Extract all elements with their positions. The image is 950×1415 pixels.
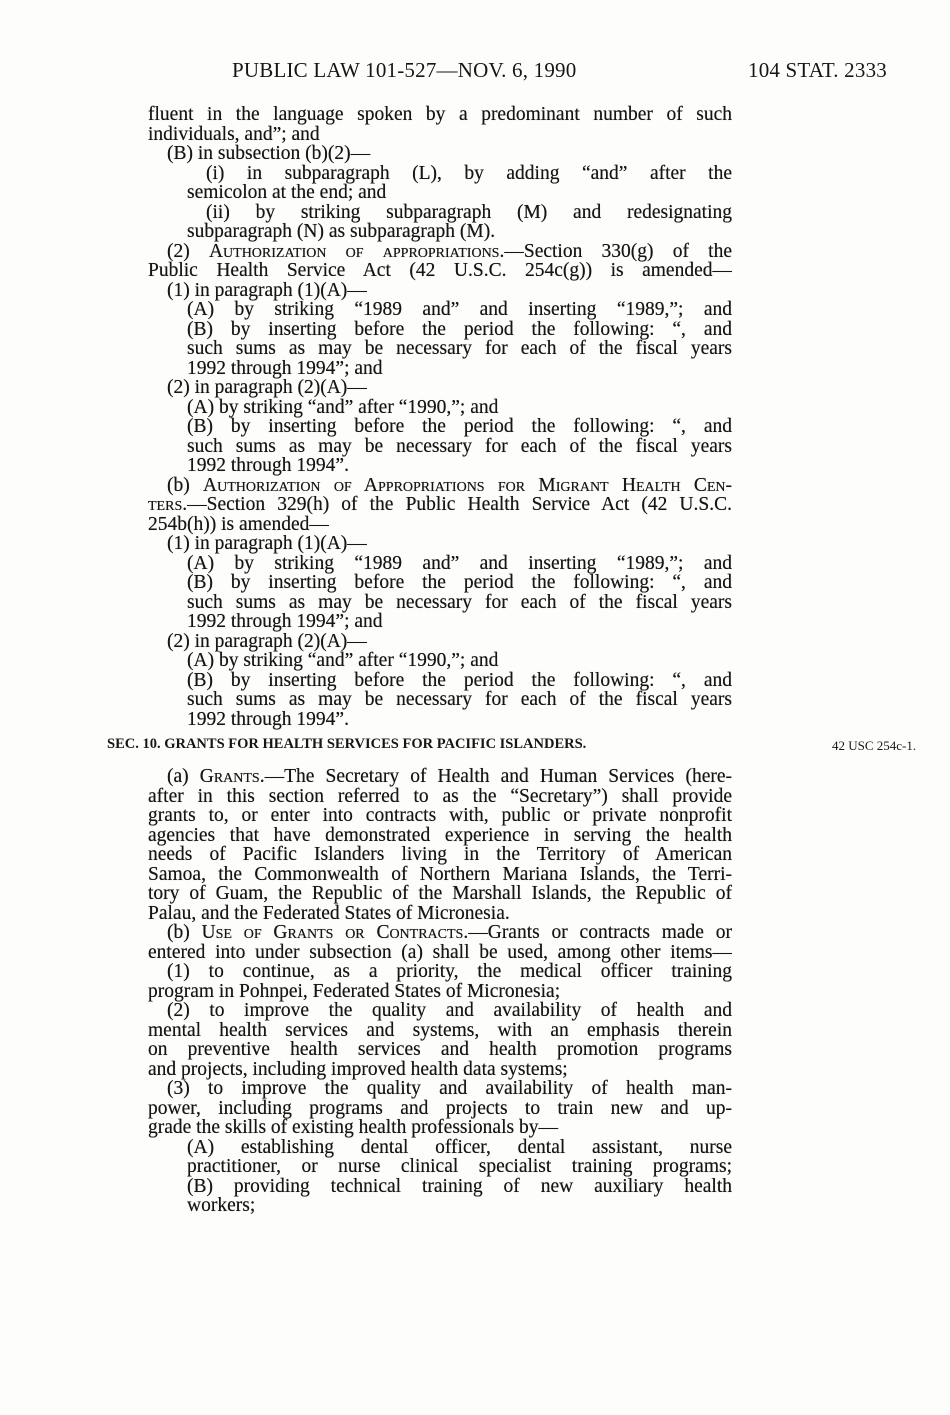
text-line xyxy=(148,806,732,826)
text-line xyxy=(148,1021,732,1041)
text-line xyxy=(187,1177,732,1197)
text-line xyxy=(167,962,732,982)
text-line xyxy=(167,534,732,554)
text-line xyxy=(187,359,732,379)
text-line xyxy=(187,554,732,574)
text-line xyxy=(167,632,732,652)
margin-citation: 42 USC 254c-1. xyxy=(832,738,917,753)
line-text: (a) xyxy=(167,767,200,787)
text-line xyxy=(148,261,732,281)
text-line xyxy=(187,300,732,320)
line-text: (2) xyxy=(167,241,209,262)
text-line xyxy=(148,515,732,535)
line-text: after in this section referred to as the “Secretary”) shall provide xyxy=(148,786,732,807)
text-line xyxy=(187,710,732,730)
line-text: .—Section 330(g) of the xyxy=(499,241,732,262)
line-text: .—Section 329(h) of the Public Health Service Act (42 U.S.C. xyxy=(182,495,732,515)
line-text: (1) in paragraph (1)(A)— xyxy=(167,279,367,301)
text-line xyxy=(187,593,732,613)
line-text: (A) by striking “1989 and” and inserting “1989,”; and xyxy=(187,300,732,320)
line-text: grade the skills of existing health professionals by— xyxy=(148,1117,558,1138)
text-line xyxy=(148,845,732,865)
line-text: needs of Pacific Islanders living in the Territory of American xyxy=(148,845,732,865)
line-text: (B) in subsection (b)(2)— xyxy=(167,143,371,164)
text-line xyxy=(187,1196,732,1216)
line-text: (2) to improve the quality and availability of health and xyxy=(167,1001,732,1021)
caption-heading: Authorization of appropriations xyxy=(208,241,500,262)
text-line xyxy=(148,943,732,963)
line-text: 1992 through 1994”. xyxy=(187,455,349,476)
text-line xyxy=(187,651,732,671)
line-text: (B) by inserting before the period the following: “, and xyxy=(187,319,732,340)
text-line xyxy=(148,495,732,515)
line-text: such sums as may be necessary for each of the fiscal years xyxy=(187,690,732,710)
text-line xyxy=(187,612,732,632)
line-text: on preventive health services and health promotion programs xyxy=(148,1040,732,1060)
text-line xyxy=(148,1118,732,1138)
section-heading: SEC. 10. GRANTS FOR HEALTH SERVICES FOR PACIFIC ISLANDERS. xyxy=(107,736,587,752)
text-line xyxy=(187,222,732,242)
text-line xyxy=(167,476,732,496)
text-line xyxy=(187,320,732,340)
text-line xyxy=(206,164,732,184)
text-line xyxy=(148,884,732,904)
line-text: semicolon at the end; and xyxy=(187,182,387,203)
text-line xyxy=(148,1060,732,1080)
line-text: (2) in paragraph (2)(A)— xyxy=(167,377,367,398)
line-text: fluent in the language spoken by a predominant number of such xyxy=(148,105,732,125)
line-text: (B) by inserting before the period the following: “, and xyxy=(187,573,732,593)
line-text: power, including programs and projects to train new and up- xyxy=(148,1098,732,1119)
line-text: (1) to continue, as a priority, the medical officer training xyxy=(167,962,732,982)
text-line xyxy=(148,904,732,924)
line-text: such sums as may be necessary for each of the fiscal years xyxy=(187,592,732,613)
text-line xyxy=(187,1157,732,1177)
text-line xyxy=(148,1099,732,1119)
line-text: subparagraph (N) as subparagraph (M). xyxy=(187,221,496,242)
line-text: (1) in paragraph (1)(A)— xyxy=(167,533,367,554)
text-line xyxy=(148,125,732,145)
line-text: 254b(h)) is amended— xyxy=(148,513,329,535)
running-head: PUBLIC LAW 101-527—NOV. 6, 1990 xyxy=(232,58,577,82)
line-text: (ii) by striking subparagraph (M) and redesignating xyxy=(206,202,732,223)
text-line xyxy=(206,203,732,223)
text-line xyxy=(148,982,732,1002)
line-text: (A) by striking “1989 and” and inserting “1989,”; and xyxy=(187,553,732,574)
caption-heading: Authorization of Appropriations for Migrant Health Cen- xyxy=(203,475,732,496)
line-text: individuals, and”; and xyxy=(148,123,320,145)
line-text: Samoa, the Commonwealth of Northern Mariana Islands, the Terri- xyxy=(148,864,732,885)
text-line xyxy=(167,242,732,262)
caption-heading: ters xyxy=(148,495,183,515)
line-text: (2) in paragraph (2)(A)— xyxy=(167,630,367,652)
line-text: (3) to improve the quality and availability of health man- xyxy=(167,1079,732,1099)
text-line xyxy=(187,437,732,457)
line-text: such sums as may be necessary for each of the fiscal years xyxy=(187,436,732,457)
line-text: .—Grants or contracts made or xyxy=(463,923,732,943)
text-line xyxy=(167,378,732,398)
line-text: mental health services and systems, with an emphasis therein xyxy=(148,1020,732,1041)
line-text: Public Health Service Act (42 U.S.C. 254c(g)) is amended— xyxy=(148,261,732,281)
line-text: (A) establishing dental officer, dental assistant, nurse xyxy=(187,1137,732,1158)
line-text: practitioner, or nurse clinical specialist training programs; xyxy=(187,1157,732,1177)
line-text: (A) by striking “and” after “1990,”; and xyxy=(187,650,499,671)
caption-heading: Use of Grants or Contracts xyxy=(201,923,464,943)
text-line xyxy=(187,671,732,691)
line-text: and projects, including improved health data systems; xyxy=(148,1058,568,1080)
line-text: workers; xyxy=(187,1195,256,1216)
text-line xyxy=(187,339,732,359)
line-text: (B) providing technical training of new auxiliary health xyxy=(187,1176,732,1197)
line-text: .—The Secretary of Health and Human Services (here- xyxy=(259,767,732,787)
text-line xyxy=(148,826,732,846)
line-text: grants to, or enter into contracts with, public or private nonprofit xyxy=(148,806,732,826)
line-text: (B) by inserting before the period the following: “, and xyxy=(187,670,732,691)
line-text: (b) xyxy=(167,475,204,496)
line-text: tory of Guam, the Republic of the Marshall Islands, the Republic of xyxy=(148,884,732,904)
line-text: (i) in subparagraph (L), by adding “and” after the xyxy=(206,163,732,184)
line-text: (B) by inserting before the period the following: “, and xyxy=(187,417,732,437)
text-line xyxy=(167,923,732,943)
line-text: (b) xyxy=(167,923,202,943)
text-line xyxy=(167,767,732,787)
line-text: program in Pohnpei, Federated States of Micronesia; xyxy=(148,980,561,1002)
line-text: agencies that have demonstrated experience in serving the health xyxy=(148,825,732,846)
text-line xyxy=(167,1079,732,1099)
text-line xyxy=(187,183,732,203)
text-line xyxy=(187,573,732,593)
text-line xyxy=(187,456,732,476)
line-text: 1992 through 1994”; and xyxy=(187,357,383,379)
line-text: 1992 through 1994”. xyxy=(187,708,349,730)
text-line xyxy=(167,1001,732,1021)
text-line xyxy=(167,144,732,164)
line-text: entered into under subsection (a) shall be used, among other items— xyxy=(148,942,732,963)
text-line xyxy=(187,690,732,710)
line-text: Palau, and the Federated States of Micronesia. xyxy=(148,902,510,924)
line-text: (A) by striking “and” after “1990,”; and xyxy=(187,396,499,418)
line-text: such sums as may be necessary for each of the fiscal years xyxy=(187,339,732,359)
page-number: 104 STAT. 2333 xyxy=(748,58,887,82)
text-line xyxy=(187,398,732,418)
line-text: 1992 through 1994”; and xyxy=(187,611,383,632)
caption-heading: Grants xyxy=(199,767,260,787)
text-line xyxy=(148,1040,732,1060)
text-line xyxy=(148,787,732,807)
text-line xyxy=(187,1138,732,1158)
text-line xyxy=(187,417,732,437)
text-line xyxy=(148,865,732,885)
text-line xyxy=(148,105,732,125)
text-line xyxy=(167,281,732,301)
